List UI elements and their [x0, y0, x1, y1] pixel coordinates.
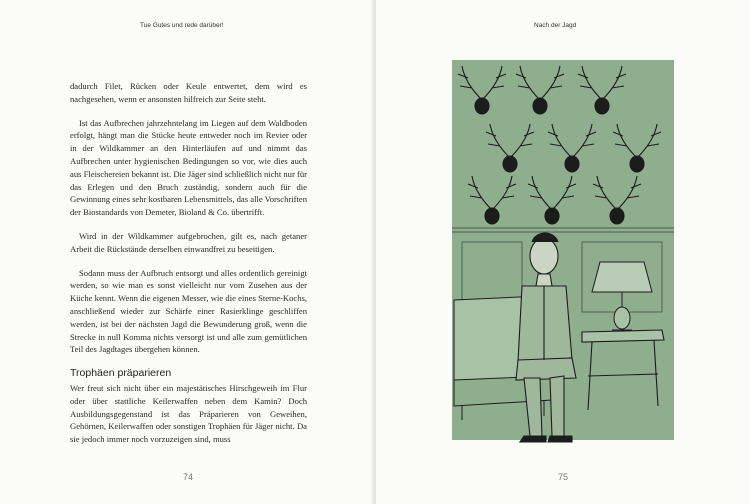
right-page [376, 0, 750, 504]
paragraph: Ist das Aufbrechen jahrzehntelang im Liegen auf dem Waldboden erfolgt, hängt man die Stücke heute entweder noch im Revier oder in der Wildkammer an den Hinterläufen auf und nimmt das Aufbrechen unter hygienischen Bedingungen so vor, wie dies auch aus Fleischereien bekannt ist. Die Jäger sind schließlich nicht nur für das Erlegen und den Bruch zuständig, sondern auch für die Gewinnung eines sehr kostbaren Lebensmittels, das alle Vorschriften der Biostandards von Demeter, Bioland & Co. übertrifft. [70, 117, 307, 218]
running-head-right: Nach der Jagd [534, 22, 577, 29]
running-head-left: Tue Gutes und rede darüber! [140, 22, 224, 29]
body-text [70, 80, 307, 457]
left-page [0, 0, 374, 504]
paragraph: Wer freut sich nicht über ein majestätisches Hirschgeweih im Flur oder über stattliche Keilerwaffen neben dem Kamin? Doch Ausbildungsgegenstand ist das Präparieren von Geweihen, Gehörnen, Keilerwaffen oder sonstigen Trophäen für Jäger nicht. Da sie jedoch immer noch vorzuzeigen sind, muss [70, 382, 307, 445]
paragraph: dadurch Filet, Rücken oder Keule entwertet, dem wird es nachgesehen, wenn er ansonsten hilfreich zur Seite steht. [70, 81, 307, 104]
page-number-left: 74 [183, 472, 194, 482]
hunter-illustration [432, 60, 694, 452]
illustration-drawing [432, 60, 694, 452]
page-number-right: 75 [558, 472, 569, 482]
paragraph: Wird in der Wildkammer aufgebrochen, gilt es, nach getaner Arbeit die Rückstände derselben einwandfrei zu beseitigen. [70, 230, 307, 254]
paragraph: Sodann muss der Aufbruch entsorgt und alles ordentlich gereinigt werden, so wie man es sonst vielleicht nur vom Zusehen aus der Küche kennt. Wenn die eigenen Messer, wie die eines Sterne-Kochs, anschließend wieder zur Schärfe einer Rasierklinge geschliffen werden, ist bei der nächsten Jagd die Bewunderung groß, wenn die Strecke in null Komma nichts versorgt ist und alle zum gemütlichen Teil des Jagdtages übergehen können. [70, 267, 307, 355]
section-heading: Trophäen präparieren [70, 367, 172, 380]
